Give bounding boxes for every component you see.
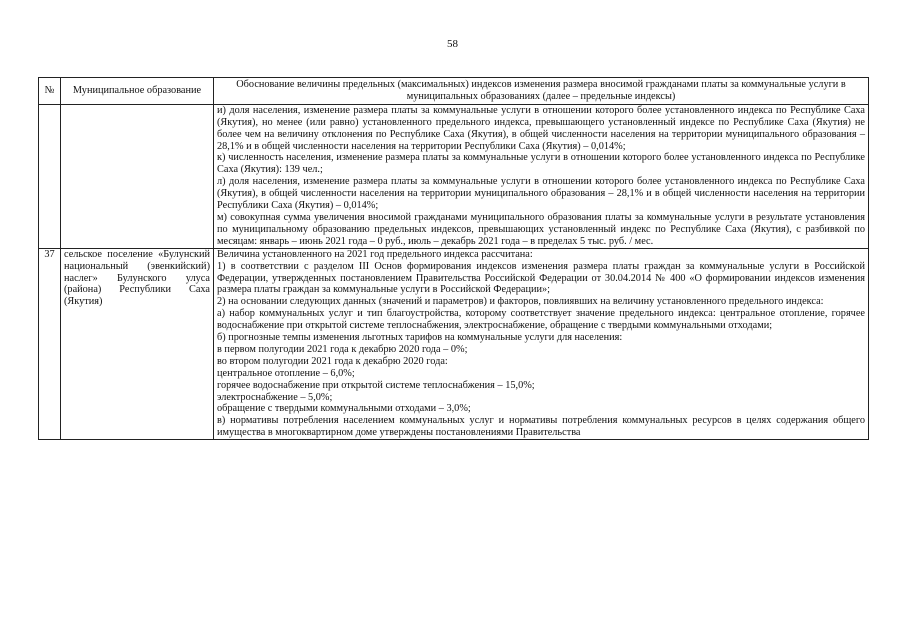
header-municipality: Муниципальное образование: [61, 78, 214, 105]
paragraph-1: 1) в соответствии с разделом III Основ формирования индексов изменения размера платы граждан за коммунальные услуги в Российской Федерации, утвержденных постановлением Правительства Российской Федерации от 30.04.2014 № 400 «О формировании индексов изменения размера платы граждан за коммунальные услуги в Российской Федерации»;: [217, 260, 865, 296]
table-row-37: [39, 248, 869, 440]
page-number: 58: [447, 38, 458, 50]
table-header-row: [39, 78, 869, 105]
row-number: 37: [39, 248, 61, 440]
table-row-continued: [39, 104, 869, 248]
paragraph-i: и) доля населения, изменение размера платы за коммунальные услуги в отношении которого более установленного индекса по Республике Саха (Якутия), но менее (или равно) установленного предельного индекса, превышающего установленный индексе по Республике Саха (Якутия) не более чем на величину отклонения по Республике Саха (Якутия), в общей численности населения на территории муниципального образования – 28,1% и в общей численности населения на территории Республики Саха (Якутия) – 0,014%;: [217, 104, 865, 152]
paragraph-hot-water: горячее водоснабжение при открытой системе теплоснабжения – 15,0%;: [217, 379, 535, 391]
paragraph-b-1: в первом полугодии 2021 года к декабрю 2020 года – 0%;: [217, 343, 468, 355]
paragraph-b-2: во втором полугодии 2021 года к декабрю 2020 года:: [217, 355, 448, 367]
paragraph-heating: центральное отопление – 6,0%;: [217, 367, 355, 379]
paragraph-a: а) набор коммунальных услуг и тип благоустройства, которому соответствует значение предельного индекса: центральное отопление, горячее водоснабжение при открытой системе теплоснабжения, электроснабжение, обращение с твердыми коммунальными отходами;: [217, 308, 865, 332]
cell-num-empty: [39, 104, 61, 248]
paragraph-v: в) нормативы потребления населением коммунальных услуг и нормативы потребления коммунальных ресурсов в целях содержания общего имущества в многоквартирном доме утверждены постановлениями Правительства: [217, 415, 865, 439]
header-num: №: [39, 78, 61, 105]
paragraph-m: м) совокупная сумма увеличения вносимой гражданами муниципального образования платы за коммунальные услуги в результате установления по муниципальному образованию предельных индексов, превышающих установленный индекс по Республике Саха (Якутия), с разбивкой по месяцам: январь – июнь 2021 года – 0 руб., июль – декабрь 2021 года – в пределах 5 тыс. руб. / мес.: [217, 211, 865, 247]
paragraph-k: к) численность населения, изменение размера платы за коммунальные услуги в отношении которого более установленного индекса по Республике Саха (Якутия): 139 чел.;: [217, 152, 865, 176]
cell-justification: [214, 248, 869, 440]
indices-table: [38, 77, 869, 440]
municipality-name: [61, 248, 214, 440]
paragraph-waste: обращение с твердыми коммунальными отходами – 3,0%;: [217, 403, 471, 415]
cell-municipality-empty: [61, 104, 214, 248]
paragraph-intro: Величина установленного на 2021 год предельного индекса рассчитана:: [217, 248, 533, 260]
paragraph-l: л) доля населения, изменение размера платы за коммунальные услуги в отношении которого более установленного индекса по Республике Саха (Якутия), в общей численности населения на территории муниципального образования – 28,1% и в общей численности населения на территории Республики Саха (Якутия) – 0,014%;: [217, 176, 865, 212]
header-justification: Обоснование величины предельных (максимальных) индексов изменения размера вносимой гражданами платы за коммунальные услуги в муниципальных образованиях (далее – предельные индексы): [214, 78, 869, 105]
paragraph-electricity: электроснабжение – 5,0%;: [217, 391, 333, 403]
paragraph-2: 2) на основании следующих данных (значений и параметров) и факторов, повлиявших на величину установленного предельного индекса:: [217, 296, 824, 308]
paragraph-b: б) прогнозные темпы изменения льготных тарифов на коммунальные услуги для населения:: [217, 332, 623, 344]
municipality-text: сельское поселение «Булунский национальный (эвенкийский) наслег» Булунского улуса (района) Республики Саха (Якутия): [64, 248, 210, 308]
cell-justification-continued: [214, 104, 869, 248]
